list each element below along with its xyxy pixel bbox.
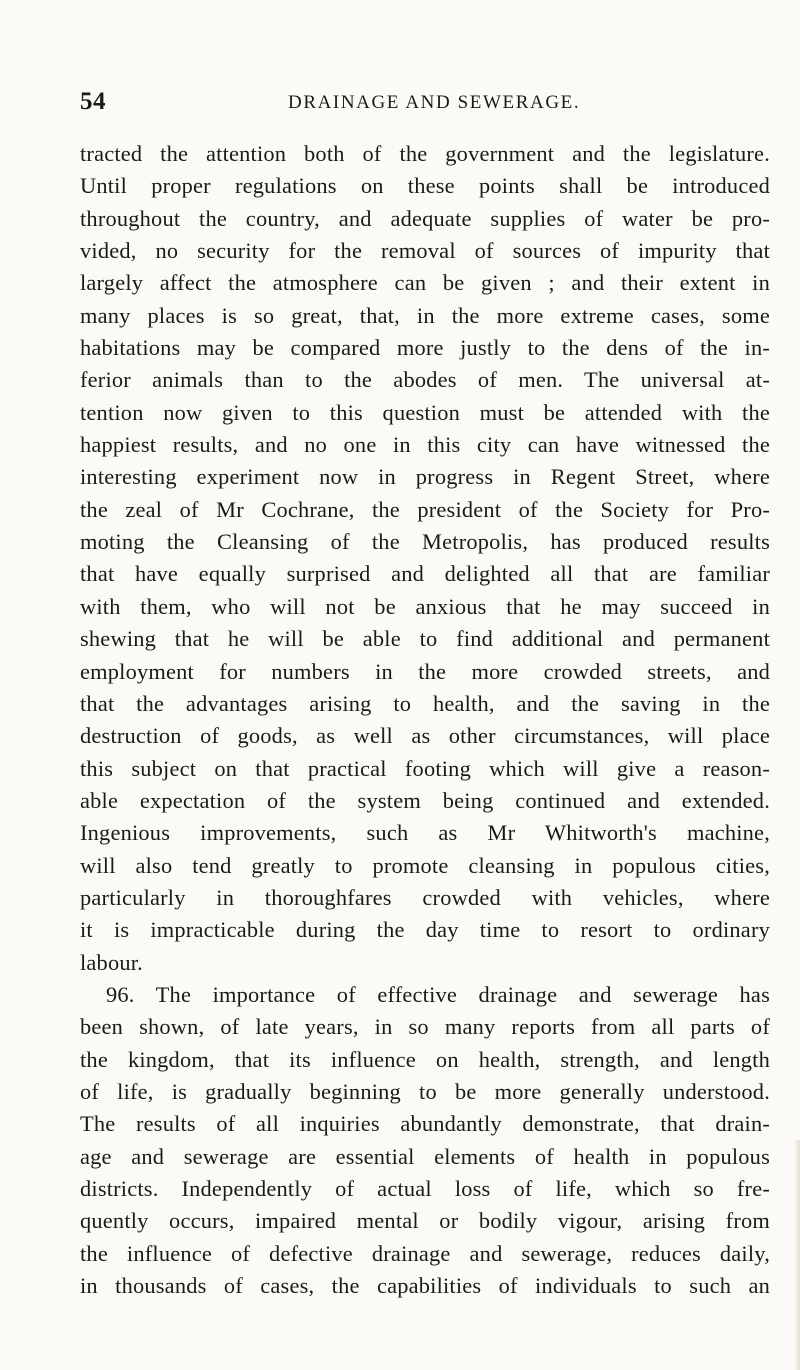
text-line: largely affect the atmosphere can be given ; and their extent in (80, 270, 770, 296)
text-line: it is impracticable during the day time to resort to ordinary (80, 917, 770, 943)
text-line: the zeal of Mr Cochrane, the president of the Society for Pro- (80, 496, 770, 522)
paragraph-end-line: labour. (80, 949, 143, 975)
text-line: destruction of goods, as well as other circumstances, will place (80, 723, 770, 749)
running-head (80, 88, 770, 118)
text-line: many places is so great, that, in the more extreme cases, some (80, 302, 770, 328)
text-line: tracted the attention both of the government and the legislature. (80, 141, 770, 166)
text-line: habitations may be compared more justly to the dens of the in- (80, 335, 770, 361)
text-line: vided, no security for the removal of sources of impurity that (80, 238, 770, 264)
text-line: tention now given to this question must be attended with the (80, 399, 770, 425)
text-line: in thousands of cases, the capabilities of individuals to such an (80, 1273, 770, 1299)
text-line: interesting experiment now in progress in Regent Street, where (80, 464, 770, 490)
text-line: shewing that he will be able to find additional and permanent (80, 626, 770, 652)
text-line: of life, is gradually beginning to be more generally understood. (80, 1078, 770, 1104)
text-line: happiest results, and no one in this city can have witnessed the (80, 432, 770, 458)
page-edge-shadow (794, 1140, 800, 1370)
text-line: Ingenious improvements, such as Mr Whitworth's machine, (80, 820, 770, 846)
text-line: with them, who will not be anxious that he may succeed in (80, 593, 770, 619)
text-line: The results of all inquiries abundantly demonstrate, that drain- (80, 1111, 770, 1137)
body-text (80, 138, 770, 1302)
text-line: the kingdom, that its influence on health, strength, and length (80, 1046, 770, 1072)
section-96-start-line: 96. The importance of effective drainage and sewerage has (106, 981, 770, 1007)
text-line: quently occurs, impaired mental or bodily vigour, arising from (80, 1208, 770, 1234)
text-line: that have equally surprised and delighted all that are familiar (80, 561, 770, 587)
running-title: DRAINAGE AND SEWERAGE. (288, 92, 581, 113)
page-number: 54 (80, 88, 106, 115)
text-line: ferior animals than to the abodes of men. The universal at- (80, 367, 770, 393)
text-line: throughout the country, and adequate supplies of water be pro- (80, 205, 770, 231)
text-line: able expectation of the system being continued and extended. (80, 787, 770, 813)
text-line: this subject on that practical footing which will give a reason- (80, 755, 770, 781)
text-line: will also tend greatly to promote cleansing in populous cities, (80, 852, 770, 878)
text-line: moting the Cleansing of the Metropolis, has produced results (80, 529, 770, 555)
text-line: Until proper regulations on these points shall be introduced (80, 173, 770, 199)
text-line: districts. Independently of actual loss of life, which so fre- (80, 1176, 770, 1201)
text-line: that the advantages arising to health, and the saving in the (80, 690, 770, 716)
text-line: the influence of defective drainage and sewerage, reduces daily, (80, 1240, 770, 1266)
text-line: been shown, of late years, in so many reports from all parts of (80, 1014, 770, 1040)
text-line: particularly in thoroughfares crowded with vehicles, where (80, 884, 770, 910)
text-line: age and sewerage are essential elements of health in populous (80, 1143, 770, 1169)
text-line: employment for numbers in the more crowded streets, and (80, 658, 770, 684)
